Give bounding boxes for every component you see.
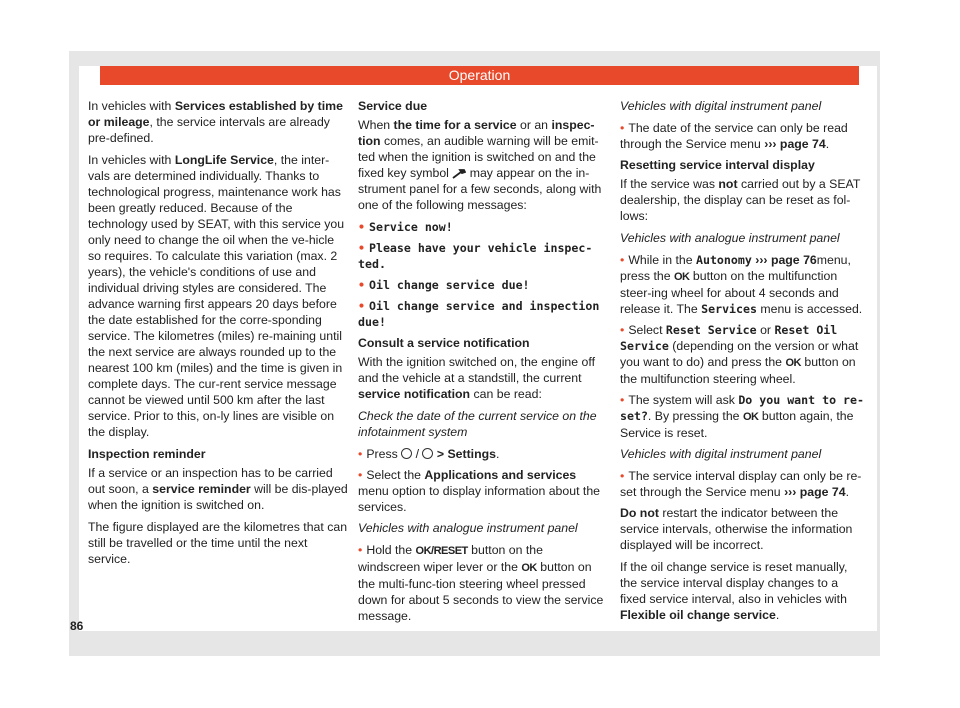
italic-paragraph: Vehicles with digital instrument panel: [620, 447, 822, 461]
column-3: [620, 98, 865, 629]
paragraph: If a service or an inspection has to be carried out soon, a service reminder will be dis-played when the ignition is switched on.: [88, 466, 348, 512]
italic-paragraph: Vehicles with digital instrument panel: [620, 99, 822, 113]
ok-reset-key: OK/RESET: [415, 545, 468, 557]
heading-resetting: Resetting service interval display: [620, 158, 815, 172]
list-item: • Please have your vehicle inspec-ted.: [358, 240, 608, 272]
paragraph: With the ignition switched on, the engine off and the vehicle at a standstill, the current service notification can be read:: [358, 355, 595, 401]
ok-key: OK: [521, 562, 537, 574]
italic-paragraph: Vehicles with analogue instrument panel: [620, 231, 840, 245]
ok-key: OK: [674, 271, 690, 283]
page-reference: ››› page 74: [784, 485, 846, 499]
wrench-icon: [452, 169, 466, 179]
heading-consult: Consult a service notification: [358, 336, 530, 350]
list-item: • Select the Applications and services menu option to display information about the services.: [358, 467, 608, 515]
paragraph: If the service was not carried out by a SEAT dealership, the display can be reset as fol-lows:: [620, 177, 861, 223]
heading-service-due: Service due: [358, 99, 428, 113]
paragraph: In vehicles with LongLife Service, the inter-vals are determined individually. Thanks to technological progress, maintenance work has been greatly reduced. Because of the technology used by SEAT, with this service you only need to change the oil when the ve-hicle so requires. To calculate this variation (max. 2 years), the vehicle's conditions of use and individual driving styles are considered. The advance warning first appears 20 days before the date established for the corre-sponding service. The kilometres (miles) re-maining until the next service are always rounded up to the nearest 100 km (miles) and the time is given in complete days. The cur-rent service message cannot be viewed until 500 km after the last service. Prior to this, on-ly lines are visible on the display.: [88, 153, 345, 439]
section-title: Operation: [448, 67, 511, 83]
page-reference: ››› page 76: [751, 253, 817, 267]
list-item: • Press / > Settings.: [358, 446, 608, 462]
italic-paragraph: Vehicles with analogue instrument panel: [358, 521, 578, 535]
page-number: 86: [70, 619, 84, 633]
paragraph: The figure displayed are the kilometres that can still be travelled or the time until the next service.: [88, 520, 348, 566]
paragraph: If the oil change service is reset manually, the service interval display changes to a fixed service interval, also in vehicles with Flexible oil change service.: [620, 560, 848, 622]
paragraph: Do not restart the indicator between the service intervals, otherwise the information displayed will be incorrect.: [620, 506, 853, 552]
column-1: [88, 98, 350, 573]
home-button-icon: [401, 448, 412, 459]
list-item: • Oil change service due!: [358, 277, 608, 293]
list-item: • The service interval display can only be re-set through the Service menu ››› page 74.: [620, 468, 865, 500]
list-item: • The system will ask Do you want to re-set?. By pressing the OK button again, the Service is reset.: [620, 392, 865, 441]
list-item: • Select Reset Service or Reset Oil Service (depending on the version or what you want to do) and press the OK button on the multifunction steering wheel.: [620, 322, 865, 387]
page-reference: ››› page 74: [764, 137, 826, 151]
list-item: • Service now!: [358, 219, 608, 235]
heading-inspection-reminder: Inspection reminder: [88, 447, 206, 461]
list-item: • The date of the service can only be read through the Service menu ››› page 74.: [620, 120, 865, 152]
ok-key: OK: [785, 357, 801, 369]
list-item: • Hold the OK/RESET button on the windscreen wiper lever or the OK button on the multi-func-tion steering wheel pressed down for about 5 seconds to view the service message.: [358, 542, 608, 624]
italic-paragraph: Check the date of the current service on the infotainment system: [358, 409, 597, 439]
ok-key: OK: [742, 411, 759, 423]
list-item: • Oil change service and inspection due!: [358, 298, 608, 330]
menu-button-icon: [422, 448, 433, 459]
paragraph: When the time for a service or an inspec-tion comes, an audible warning will be emit-ted when the ignition is switched on and the fixed key symbol may appear on the in-strument panel for a few seconds, along with one of the following messages:: [358, 118, 602, 212]
paragraph: In vehicles with Services established by time or mileage, the service intervals are already pre-defined.: [88, 99, 343, 145]
column-2: [358, 98, 608, 629]
list-item: • While in the Autonomy ››› page 76menu, press the OK button on the multifunction steer-ing wheel for about 4 seconds and release it. The Services menu is accessed.: [620, 252, 865, 317]
section-banner: [100, 66, 859, 85]
